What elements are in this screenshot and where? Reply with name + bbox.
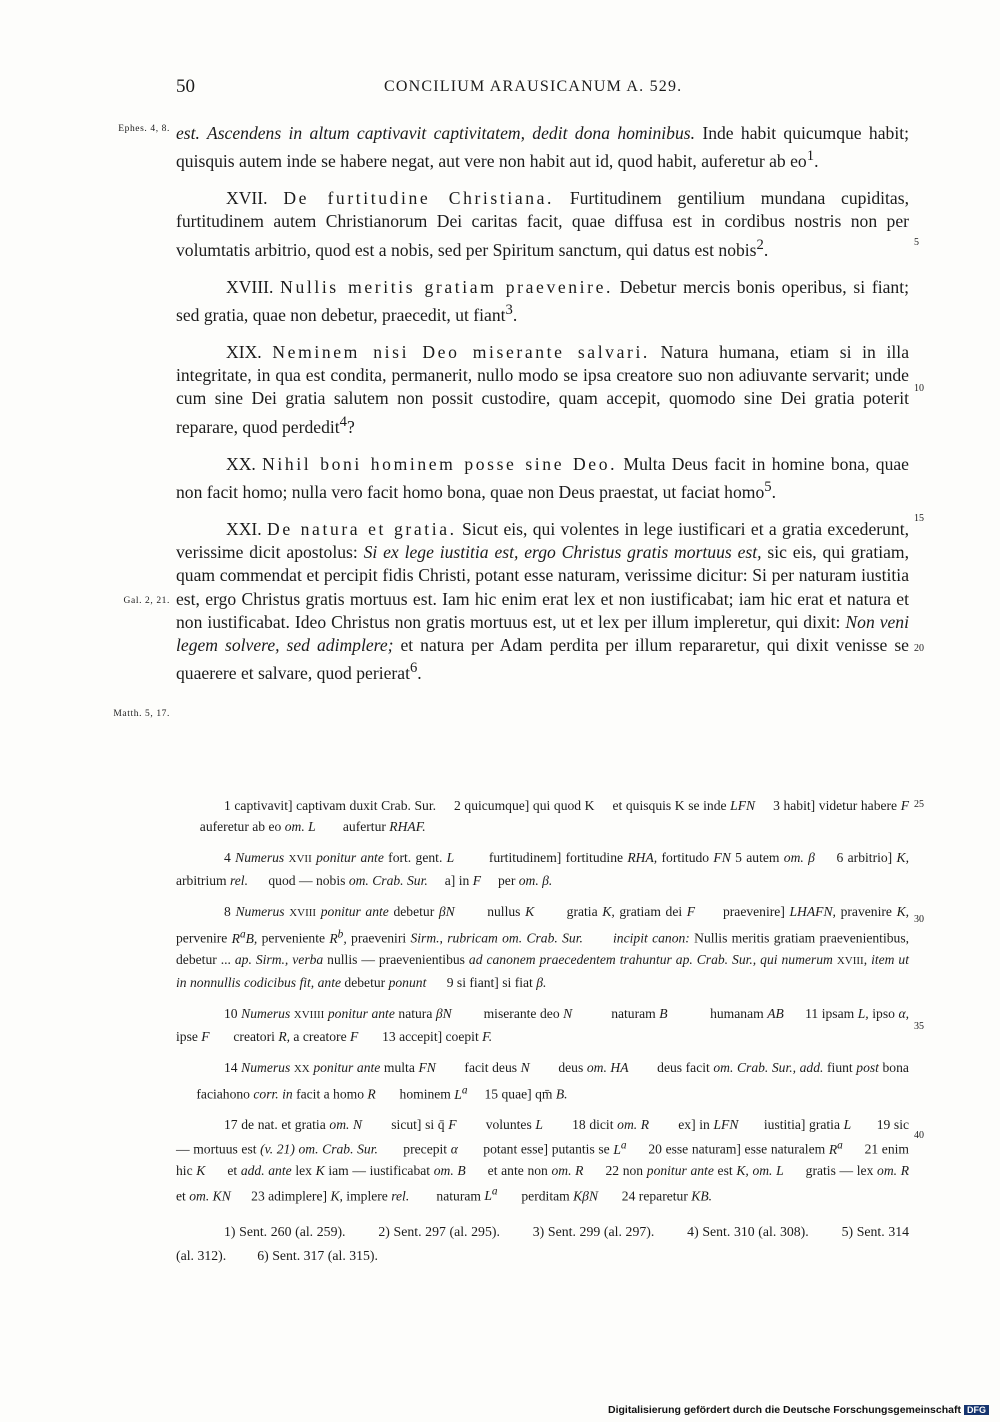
line-number-5: 5 — [914, 237, 919, 248]
footnote-2: 2) Sent. 297 (al. 295). — [378, 1224, 500, 1239]
margin-ref-ephes: Ephes. 4, 8. — [118, 124, 170, 134]
apparatus-note-4: 4 Numerus XVII ponitur ante fort. gent. L furtitudinem] fortitudine RHA, fortitudo FN 5 autem om. β 6 arbitrio] K, arbitrium rel. quod — nobis om. Crab. Sur. a] in F per om. β. — [176, 849, 909, 889]
margin-ref-gal: Gal. 2, 21. — [123, 596, 170, 606]
chapter-21: XXI. De natura et gratia. Sicut eis, qui volentes in lege iustificari et a gratia excederunt, verissime dicit apostolus: Si ex lege iustitia est, ergo Christus gratis mortuus est, sic eis, qui gratiam, quam commendat et percipit fidis Christi, potant esse naturam, verissime dicitur: Si per naturam iustitia est, ergo Christus gratis mortuus est. Iam hic enim erat lex et non iustificabat; iam hic erat et natura et non iustificabat. Ideo Christus non gratis mortuus est, ut et lex per illum impleretur, qui dixit: Non veni legem solvere, sed adimplere; et natura per Adam perdita per illum repararetur, qui dixit venisse se quaerere et salvare, quod perierat$^6$. — [176, 518, 909, 684]
digitization-note: Digitalisierung gefördert durch die Deutsche Forschungsgemeinschaft — [608, 1404, 961, 1416]
running-head: CONCILIUM ARAUSICANUM A. 529. — [384, 78, 683, 95]
apparatus-note-10: 10 Numerus XVIIII ponitur ante natura βN miserante deo N naturam B humanam AB 11 ipsam L, ipso α, ipse F creatori R, a creatore F 13 accepit] coepit F. — [176, 1005, 909, 1045]
dfg-banner — [608, 1404, 989, 1416]
chapter-21-numeral: XXI. — [226, 518, 262, 539]
line-number-40: 40 — [914, 1130, 924, 1141]
apparatus-note-17: 17 de nat. et gratia om. N sicut] si q̄ F voluntes L 18 dicit om. R ex] in LFN iustitia] gratia L 19 sic — mortuus est (v. 21) om. Crab. Sur. precepit α potant esse] putantis se $L^a$ 20 esse naturam] esse naturalem $R^a$ 21 enim hic K et add. ante lex K iam — iustificabat om. B et ante non om. R 22 non ponitur ante est K, om. L gratis — lex om. R et om. KN 23 adimplere] K, implere rel. naturam $L^a$ perditam KβN 24 reparetur KB. — [176, 1116, 910, 1204]
line-number-30: 30 — [914, 914, 924, 925]
chapter-18-numeral: XVIII. — [226, 276, 274, 297]
line-number-25: 25 — [914, 799, 924, 810]
chapter-17: XVII. De furtitudine Christiana. Furtitudinem gentilium mundana cupiditas, furtitudinem autem Christianorum Dei caritas facit, quae diffusa est in cordibus nostris non per volumtatis arbitrio, quod est a nobis, sed per Spiritum sanctum, qui datus est nobis$^2$. — [176, 188, 909, 260]
main-text — [176, 122, 909, 699]
chapter-20-numeral: XX. — [226, 453, 256, 474]
footnote-6: 6) Sent. 317 (al. 315). — [257, 1248, 378, 1263]
critical-apparatus — [176, 795, 909, 1216]
line-number-15: 15 — [914, 513, 924, 524]
chapter-20: XX. Nihil boni hominem posse sine Deo. Multa Deus facit in homine bona, quae non facit homo; nulla vero facit homo bona, quae non Deus praestat, ut faciat homo$^5$. — [176, 453, 909, 502]
apparatus-entry-3: et quisquis K se — [612, 798, 700, 813]
margin-ref-matth: Matth. 5, 17. — [113, 709, 170, 719]
apparatus-note-1: 1 captivavit] captivam duxit Crab. Sur. 2 quicumque] qui quod K et quisquis K se inde LFN 3 habit] videtur habere F auferetur ab eo om. L aufertur RHAF. — [176, 798, 909, 835]
footnotes — [176, 1220, 909, 1268]
chapter-17-numeral: XVII. — [226, 188, 268, 209]
line-number-35: 35 — [914, 1021, 924, 1032]
chapter-17-title: De furtitudine Christiana. — [283, 188, 555, 209]
footnote-5: 5) Sent. 314 (al. 312). — [176, 1224, 910, 1263]
chapter-18: XVIII. Nullis meritis gratiam praevenire. Debetur mercis bonis operibus, si fiant; sed gratia, quae non debetur, praecedit, ut fiant$^3$. — [176, 276, 909, 325]
chapter-19: XIX. Neminem nisi Deo miserante salvari. Natura humana, etiam si in illa integritate, in qua est condita, permanerit, nullo modo se ipsa creatore suo non adiuvante servarit; unde cum sine Dei gratia salutem non possit custodire, quam accepit, quomodo sine Dei gratia poterit reparare, quod perdedit$^4$? — [176, 342, 910, 437]
footnote-1: 1) Sent. 260 (al. 259). — [224, 1224, 346, 1239]
line-number-20: 20 — [914, 643, 924, 654]
chapter-20-title: Nihil boni hominem posse sine Deo. — [262, 453, 618, 474]
apparatus-note-14: 14 Numerus XX ponitur ante multa FN facit deus N deus om. HA deus facit om. Crab. Sur., add. fiunt post bona faciahono corr. in facit a homo R hominem $L^a$ 15 quae] qm̄ B. — [176, 1059, 909, 1102]
apparatus-entry-1: 1 captivavit] captivam duxit Crab. Sur. — [224, 798, 437, 813]
chapter-21-title: De natura et gratia. — [267, 518, 457, 539]
paragraph-ephes-continuation: est. Ascendens in altum captivavit captivitatem, dedit dona hominibus. Inde habit quicumque habit; quisquis autem inde se habere negat, aut vere non habit aut id, quod habit, auferetur ab $eo^1$. — [176, 123, 910, 172]
chapter-19-numeral: XIX. — [226, 342, 262, 362]
chapter-18-title: Nullis meritis gratiam praevenire. — [280, 276, 614, 297]
chapter-19-title: Neminem nisi Deo miserante salvari. — [272, 342, 650, 362]
apparatus-note-8: 8 Numerus XVIII ponitur ante debetur βN nullus K gratia K, gratiam dei F praevenire] LHAFN, pravenire K, pervenire $R^aB$, perveniente $R^b$, praeveniri Sirm., rubricam om. Crab. Sur. incipit canon: Nullis meritis gratiam praevenientibus, debetur ... ap. Sirm., verba nullis — praevenientibus ad canonem praecedentem trahuntur ap. Crab. Sur., qui numerum XVIII, item ut in nonnullis codicibus fit, ante debetur ponunt 9 si fiant] si fiat β. — [176, 903, 910, 991]
footnote-3: 3) Sent. 299 (al. 297). — [532, 1224, 655, 1239]
dfg-logo-icon: DFG — [964, 1405, 989, 1415]
page-number: 50 — [176, 76, 195, 97]
footnote-list — [176, 1220, 909, 1268]
footnote-4: 4) Sent. 310 (al. 308). — [687, 1224, 809, 1239]
line-number-10: 10 — [914, 383, 924, 394]
apparatus-entry-2: 2 quicumque] qui quod K — [454, 798, 595, 813]
